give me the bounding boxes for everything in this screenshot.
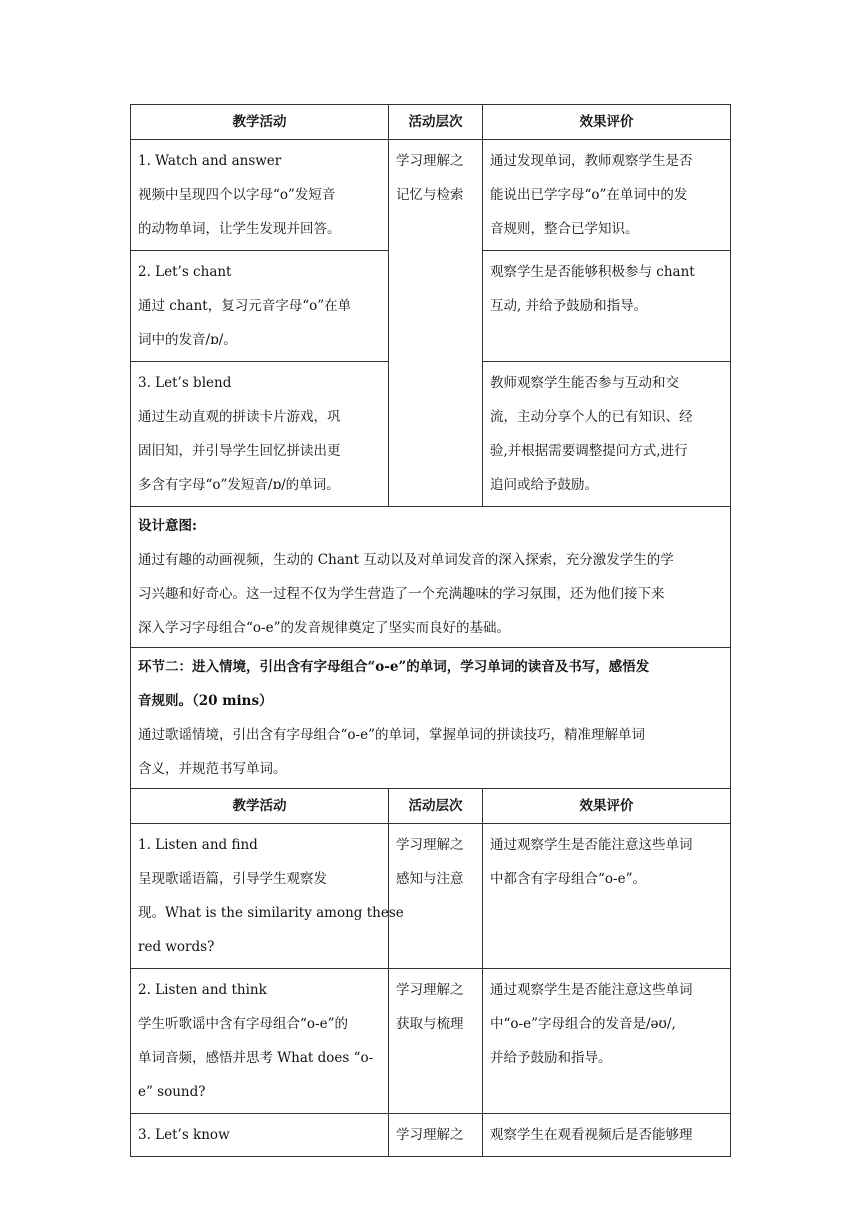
table-row <box>131 824 731 969</box>
activity-desc-line: 词中的发音/ɒ/。 <box>138 332 237 348</box>
header-activity: 教学活动 <box>131 105 389 140</box>
activity-desc-line: 学生听歌谣中含有字母组合“o-e”的 <box>138 1016 348 1032</box>
activity-cell <box>131 969 389 1114</box>
evaluation-line: 验,并根据需要调整提问方式,进行 <box>490 443 688 459</box>
design-intent-cell <box>131 507 731 648</box>
design-intent-row <box>131 507 731 648</box>
evaluation-line: 音规则，整合已学知识。 <box>490 221 639 237</box>
stage-desc-line: 通过歌谣情境，引出含有字母组合“o-e”的单词，掌握单词的拼读技巧，精准理解单词 <box>138 727 645 743</box>
activity-title: 3. Let’s blend <box>138 375 232 391</box>
level-cell <box>389 140 483 507</box>
activity-cell <box>131 362 389 507</box>
level-cell <box>389 1114 483 1157</box>
activity-cell <box>131 140 389 251</box>
activity-title: 1. Watch and answer <box>138 153 282 169</box>
stage-title-line: 环节二：进入情境，引出含有字母组合“o-e”的单词，学习单词的读音及书写，感悟发 <box>138 659 650 675</box>
activity-cell <box>131 824 404 969</box>
evaluation-cell <box>483 969 731 1114</box>
evaluation-line: 能说出已学字母“o”在单词中的发 <box>490 187 688 203</box>
activity-desc-line: 固旧知，并引导学生回忆拼读出更 <box>138 443 341 459</box>
lesson-plan-table <box>130 104 731 1157</box>
design-intent-line: 通过有趣的动画视频，生动的 Chant 互动以及对单词发音的深入探索，充分激发学生的学 <box>138 552 674 568</box>
activity-title: 2. Listen and think <box>138 982 267 998</box>
activity-title: 2. Let’s chant <box>138 264 232 280</box>
level-line: 学习理解之 <box>396 837 464 853</box>
activity-desc-line: 单词音频，感悟并思考 What does “o- <box>138 1050 374 1066</box>
table-header-row <box>131 105 731 140</box>
activity-title: 1. Listen and find <box>138 837 258 853</box>
activity-desc-line: 多含有字母“o”发短音/ɒ/的单词。 <box>138 477 340 493</box>
evaluation-cell <box>483 362 731 507</box>
design-intent-label: 设计意图: <box>138 518 197 534</box>
level-line: 获取与梳理 <box>396 1016 464 1032</box>
design-intent-line: 习兴趣和好奇心。这一过程不仅为学生营造了一个充满趣味的学习氛围，还为他们接下来 <box>138 586 665 602</box>
level-line: 学习理解之 <box>396 982 464 998</box>
evaluation-line: 通过观察学生是否能注意这些单词 <box>490 837 693 853</box>
evaluation-line: 中都含有字母组合“o-e”。 <box>490 871 646 887</box>
evaluation-line: 互动, 并给予鼓励和指导。 <box>490 298 648 314</box>
level-line: 学习理解之 <box>396 153 464 169</box>
activity-desc-line: 视频中呈现四个以字母“o”发短音 <box>138 187 336 203</box>
evaluation-line: 通过观察学生是否能注意这些单词 <box>490 982 693 998</box>
level-line: 记忆与检索 <box>396 187 464 203</box>
header-level: 活动层次 <box>389 789 483 824</box>
table-row <box>131 140 731 251</box>
evaluation-line: 中“o-e”字母组合的发音是/əʊ/, <box>490 1016 676 1032</box>
header-evaluation: 效果评价 <box>483 789 731 824</box>
evaluation-cell <box>483 251 731 362</box>
activity-cell <box>131 1114 389 1157</box>
evaluation-line: 观察学生在观看视频后是否能够理 <box>490 1127 693 1143</box>
activity-desc-line: red words? <box>138 939 215 955</box>
design-intent-line: 深入学习字母组合“o-e”的发音规律奠定了坚实而良好的基础。 <box>138 620 510 636</box>
evaluation-line: 追问或给予鼓励。 <box>490 477 598 493</box>
evaluation-cell <box>483 824 731 969</box>
level-cell <box>389 824 483 969</box>
activity-title: 3. Let’s know <box>138 1127 230 1143</box>
activity-desc-line: 的动物单词，让学生发现并回答。 <box>138 221 341 237</box>
stage-desc-line: 含义，并规范书写单词。 <box>138 761 287 777</box>
stage-row <box>131 648 731 789</box>
evaluation-line: 并给予鼓励和指导。 <box>490 1050 612 1066</box>
table-row <box>131 1114 731 1157</box>
stage-title-line: 音规则。（20 mins） <box>138 693 273 709</box>
table-header-row <box>131 789 731 824</box>
evaluation-cell <box>483 140 731 251</box>
level-line: 学习理解之 <box>396 1127 464 1143</box>
level-cell <box>389 969 483 1114</box>
header-evaluation: 效果评价 <box>483 105 731 140</box>
evaluation-line: 流，主动分享个人的已有知识、经 <box>490 409 693 425</box>
evaluation-line: 通过发现单词，教师观察学生是否 <box>490 153 693 169</box>
activity-desc-line: 通过 chant，复习元音字母“o”在单 <box>138 298 352 314</box>
evaluation-line: 观察学生是否能够积极参与 chant <box>490 264 695 280</box>
activity-desc-line: 呈现歌谣语篇，引导学生观察发 <box>138 871 327 887</box>
activity-desc-line: e” sound? <box>138 1084 206 1100</box>
table-row <box>131 969 731 1114</box>
evaluation-line: 教师观察学生能否参与互动和交 <box>490 375 679 391</box>
header-level: 活动层次 <box>389 105 483 140</box>
header-activity: 教学活动 <box>131 789 389 824</box>
evaluation-cell <box>483 1114 731 1157</box>
activity-cell <box>131 251 389 362</box>
activity-desc-line: 通过生动直观的拼读卡片游戏，巩 <box>138 409 341 425</box>
activity-desc-line: 现。What is the similarity among these <box>138 905 404 921</box>
level-line: 感知与注意 <box>396 871 464 887</box>
stage-cell <box>131 648 731 789</box>
